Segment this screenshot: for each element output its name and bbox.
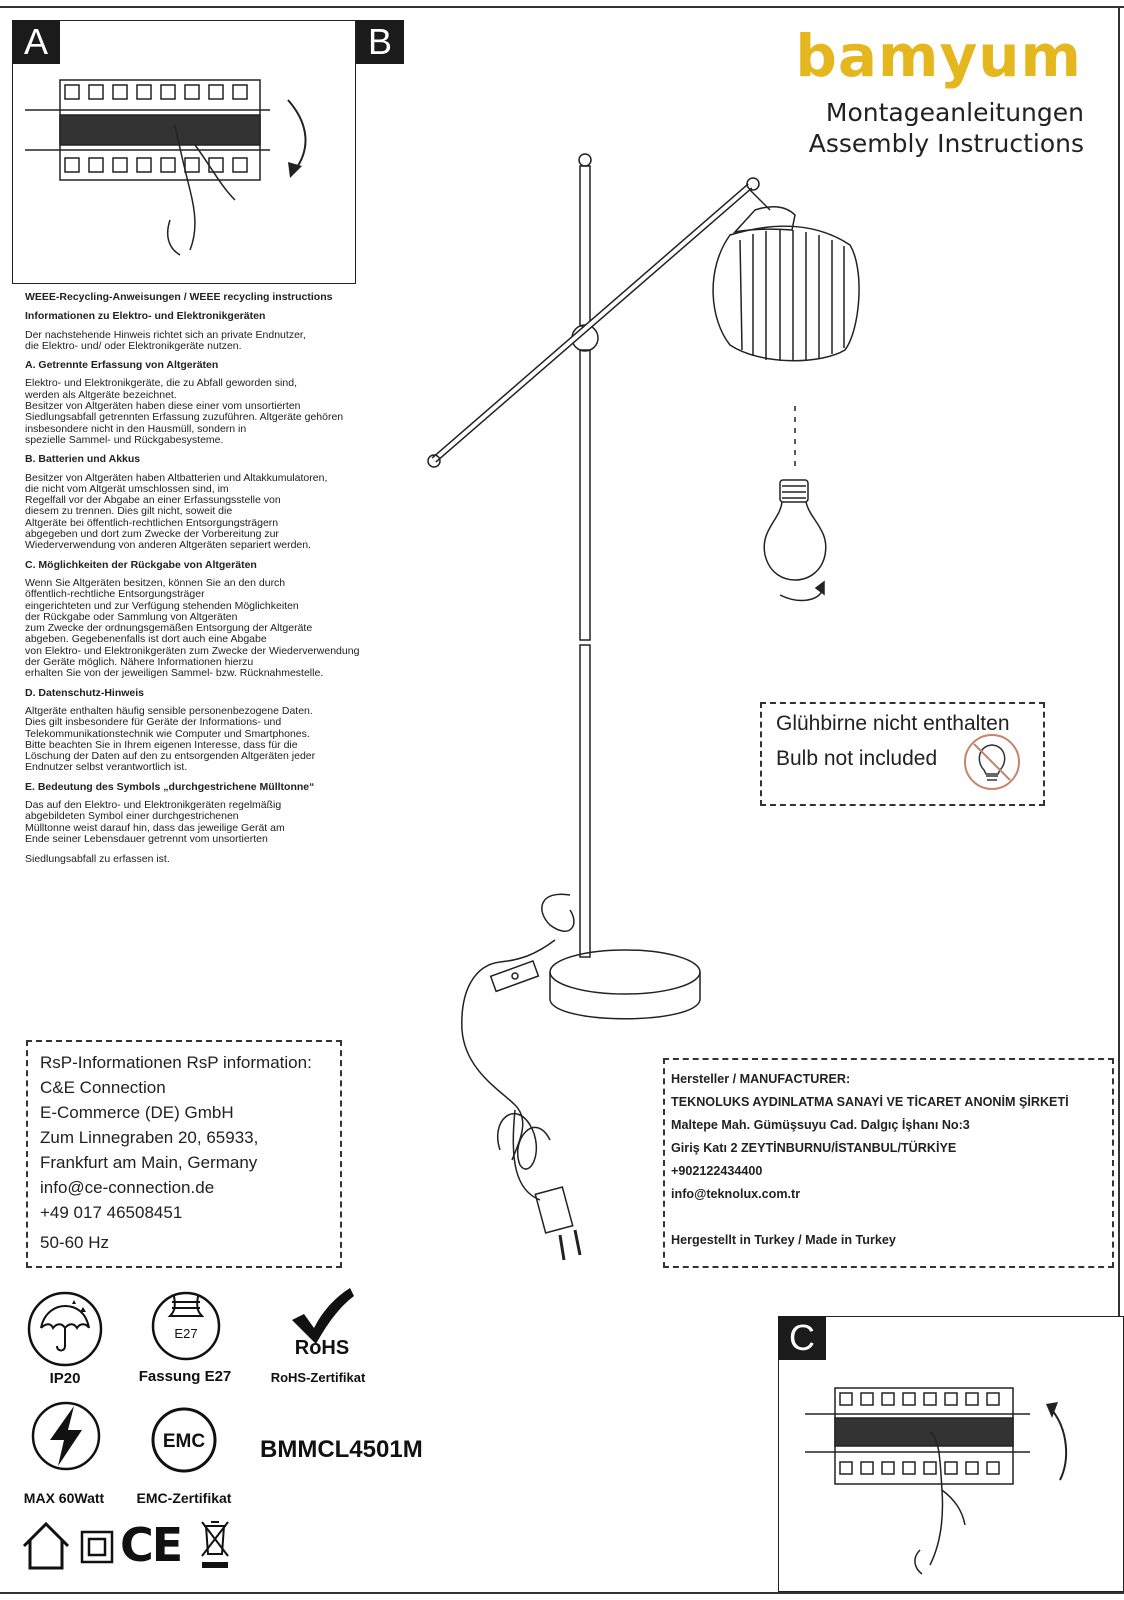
rsp-email: info@ce-connection.de bbox=[40, 1178, 215, 1197]
weee-b-title: B. Batterien und Akkus bbox=[25, 453, 141, 466]
bottom-border bbox=[0, 1592, 1124, 1594]
indoor-use-icon bbox=[20, 1520, 72, 1572]
weee-e-text-2: Siedlungsabfall zu erfassen ist. bbox=[25, 853, 170, 866]
rohs-label: RoHS-Zertifikat bbox=[270, 1370, 366, 1385]
weee-e-text: Das auf den Elektro- und Elektronikgeräten regelmäßig abgebildeten Symbol einer durchgestrichenen Mülltonne weist darauf hin, dass das jeweilige Gerät am Ende seiner Lebensdauer getrennt vom unsortierten bbox=[25, 798, 285, 845]
manufacturer-name: TEKNOLUKS AYDINLATMA SANAYİ VE TİCARET ANONİM ŞİRKETİ bbox=[671, 1095, 1069, 1109]
breaker-switch-off-illustration bbox=[20, 70, 350, 260]
subtitle-de: Montageanleitungen bbox=[825, 98, 1084, 127]
emc-label: EMC-Zertifikat bbox=[136, 1490, 232, 1506]
weee-title: WEEE-Recycling-Anweisungen / WEEE recycling instructions bbox=[25, 291, 333, 303]
rsp-frequency: 50-60 Hz bbox=[40, 1233, 109, 1252]
rsp-phone: +49 017 46508451 bbox=[40, 1203, 183, 1222]
weee-d-text: Altgeräte enthalten häufig sensible personenbezogene Daten. Dies gilt insbesondere für Geräte der Informations- und Telekommunikationstechnik wie Computer und Smartphones. Bitte beachten Sie in Ihrem eigenen Interesse, dass für die Löschung der Daten auf den zu entsorgenden Altgeräten jeder Endnutzer selbst verantwortlich ist. bbox=[25, 704, 316, 774]
manufacturer-address-2: Giriş Katı 2 ZEYTİNBURNU/İSTANBUL/TÜRKİYE bbox=[671, 1141, 957, 1155]
ip20-label: IP20 bbox=[49, 1370, 81, 1387]
max-watt-label: MAX 60Watt bbox=[23, 1490, 105, 1506]
manufacturer-address-1: Maltepe Mah. Gümüşsuyu Cad. Dalgıç İşhanı No:3 bbox=[671, 1118, 970, 1132]
weee-instructions bbox=[25, 292, 445, 865]
subtitle-en: Assembly Instructions bbox=[808, 129, 1084, 158]
top-border bbox=[0, 6, 1124, 8]
emc-icon bbox=[150, 1406, 218, 1474]
rsp-information-box bbox=[26, 1040, 342, 1268]
step-a-label: A bbox=[12, 20, 60, 64]
bulb-note-de: Glühbirne nicht enthalten bbox=[776, 712, 1010, 735]
e27-socket-icon bbox=[150, 1290, 222, 1362]
rsp-title: RsP-Informationen RsP information: bbox=[40, 1053, 312, 1072]
no-bulb-icon bbox=[962, 732, 1022, 792]
manufacturer-title: Hersteller / MANUFACTURER: bbox=[671, 1072, 851, 1086]
brand-logo: bamyum bbox=[795, 22, 1082, 90]
crossed-bin-icon bbox=[198, 1516, 232, 1572]
weee-b-text: Besitzer von Altgeräten haben Altbatterien und Altakkumulatoren, die nicht vom Altgerät umschlossen sind, im Regelfall vor der Abgabe an einer Erfassungsstelle von diesem zu trennen. Dies gilt nicht, soweit die Altgeräte bei öffentlich-rechtlichen Entsorgungsträgern abgegeben und dort zum Zwecke der Vorbereitung zur Wiederverwendung von anderen Altgeräten separiert werden. bbox=[25, 471, 328, 552]
e27-socket-text: E27 bbox=[174, 1326, 198, 1341]
weee-info-title: Informationen zu Elektro- und Elektronikgeräten bbox=[25, 310, 266, 323]
umbrella-icon bbox=[26, 1290, 104, 1368]
weee-c-title: C. Möglichkeiten der Rückgabe von Altgeräten bbox=[25, 558, 257, 571]
rohs-text: RoHS bbox=[294, 1337, 350, 1359]
model-number: BMMCL4501M bbox=[260, 1436, 423, 1463]
step-c-label: C bbox=[778, 1316, 826, 1360]
manufacturer-phone: +902122434400 bbox=[671, 1164, 763, 1178]
made-in: Hergestellt in Turkey / Made in Turkey bbox=[671, 1233, 896, 1247]
bulb-note-en: Bulb not included bbox=[776, 747, 938, 770]
socket-label: Fassung E27 bbox=[138, 1368, 232, 1385]
lightning-icon bbox=[30, 1400, 102, 1472]
weee-intro: Der nachstehende Hinweis richtet sich an private Endnutzer, die Elektro- und/ oder Elektronikgeräte nutzen. bbox=[25, 328, 306, 352]
ce-mark: CE bbox=[120, 1518, 182, 1572]
weee-d-title: D. Datenschutz-Hinweis bbox=[25, 686, 145, 699]
manufacturer-box bbox=[663, 1058, 1114, 1268]
weee-a-text: Elektro- und Elektronikgeräte, die zu Abfall geworden sind, werden als Altgeräte bezeichnet. Besitzer von Altgeräten haben diese einer vom unsortierten Siedlungsabfall getrennten Erfassung zuzuführen. Altgeräte gehören insbesondere nicht in den Hausmüll, sondern in spezielle Sammel- und Rückgabesysteme. bbox=[25, 377, 344, 446]
rsp-city: Frankfurt am Main, Germany bbox=[40, 1153, 258, 1172]
double-insulation-icon bbox=[80, 1530, 114, 1564]
weee-e-title: E. Bedeutung des Symbols „durchgestrichene Mülltonne“ bbox=[25, 780, 315, 793]
step-b-label: B bbox=[356, 20, 404, 64]
breaker-switch-on-illustration bbox=[790, 1380, 1120, 1580]
rsp-street: Zum Linnegraben 20, 65933, bbox=[40, 1128, 259, 1147]
weee-c-text: Wenn Sie Altgeräten besitzen, können Sie an den durch öffentlich-rechtliche Entsorgungsträger eingerichteten und zur Verfügung stehenden Möglichkeiten der Rückgabe oder Sammlung von Altgeräten zum Zwecke der ordnungsgemäßen Entsorgung der Altgeräte abgeben. Gegebenenfalls ist dort auch eine Abgabe von Elektro- und Elektronikgeräten zum Zwecke der Wiederverwendung der Geräte möglich. Nähere Informationen hierzu erhalten Sie von der jeweiligen Sammel- bzw. Rücknahmestelle. bbox=[25, 576, 360, 680]
bulb-not-included-note bbox=[760, 702, 1045, 806]
rsp-company-2: E-Commerce (DE) GmbH bbox=[40, 1103, 234, 1122]
rsp-company: C&E Connection bbox=[40, 1078, 166, 1097]
manufacturer-email: info@teknolux.com.tr bbox=[671, 1187, 801, 1201]
rohs-checkmark-icon bbox=[282, 1284, 362, 1364]
weee-a-title: A. Getrennte Erfassung von Altgeräten bbox=[25, 359, 219, 372]
emc-text: EMC bbox=[162, 1431, 206, 1452]
right-frame-line bbox=[1118, 6, 1120, 1316]
